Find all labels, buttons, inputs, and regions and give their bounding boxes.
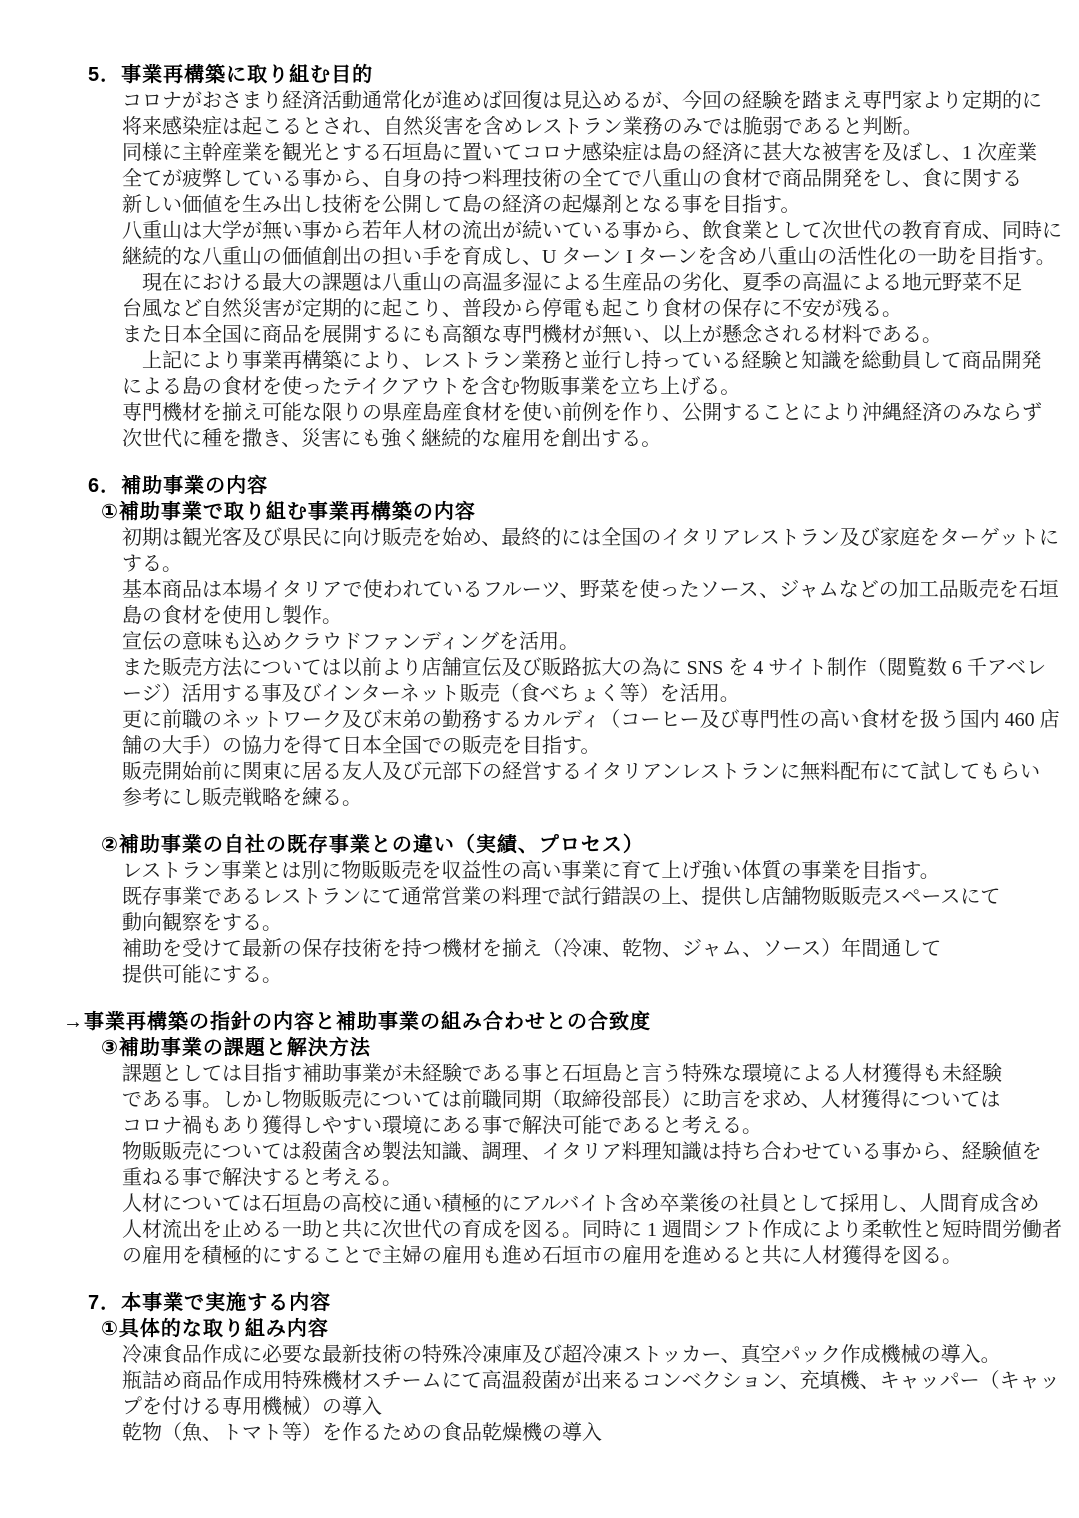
paragraph-line: する。	[122, 553, 182, 575]
paragraph-line: 舗の大手）の協力を得て日本全国での販売を目指す。	[122, 735, 601, 757]
paragraph-line: 瓶詰め商品作成用特殊機材スチームにて高温殺菌が出来るコンベクション、充填機、キャッパー（キャッ	[122, 1370, 1060, 1392]
paragraph-line: 台風など自然災害が定期的に起こり、普段から停電も起こり食材の保存に不安が残る。	[122, 298, 902, 320]
subsection-heading: ①補助事業で取り組む事業再構築の内容	[101, 501, 476, 523]
paragraph-line: 上記により事業再構築により、レストラン業務と並行し持っている経験と知識を総動員して商品開発	[122, 350, 1042, 372]
paragraph-line: プを付ける専用機械）の導入	[122, 1396, 382, 1418]
paragraph-line: 動向観察をする。	[122, 912, 282, 934]
paragraph-line: 宣伝の意味も込めクラウドファンディングを活用。	[122, 631, 579, 653]
paragraph-line: 八重山は大学が無い事から若年人材の流出が続いている事から、飲食業として次世代の教育育成、同時に	[122, 220, 1062, 242]
paragraph-line: 島の食材を使用し製作。	[122, 605, 342, 627]
paragraph-line: 重ねる事で解決すると考える。	[122, 1167, 402, 1189]
paragraph-line: 次世代に種を撒き、災害にも強く継続的な雇用を創出する。	[122, 428, 662, 450]
paragraph-line: 既存事業であるレストランにて通常営業の料理で試行錯誤の上、提供し店舗物販販売スペースにて	[122, 886, 1001, 908]
paragraph-line: 人材流出を止める一助と共に次世代の育成を図る。同時に 1 週間シフト作成により柔軟性と短時間労働者	[122, 1219, 1062, 1241]
paragraph-line: また販売方法については以前より店舗宣伝及び販路拡大の為に SNS を 4 サイト制作（閲覧数 6 千アベレ	[122, 657, 1047, 679]
paragraph-line: 同様に主幹産業を観光とする石垣島に置いてコロナ感染症は島の経済に甚大な被害を及ぼし、1 次産業	[122, 142, 1037, 164]
subsection-heading: ①具体的な取り組み内容	[101, 1318, 329, 1340]
paragraph-line: 販売開始前に関東に居る友人及び元部下の経営するイタリアンレストランに無料配布にて試してもらい	[122, 761, 1041, 783]
paragraph-line: 基本商品は本場イタリアで使われているフルーツ、野菜を使ったソース、ジャムなどの加工品販売を石垣	[122, 579, 1059, 601]
paragraph-line: また日本全国に商品を展開するにも高額な専門機材が無い、以上が懸念される材料である。	[122, 324, 942, 346]
paragraph-line: 課題としては目指す補助事業が未経験である事と石垣島と言う特殊な環境による人材獲得も未経験	[122, 1063, 1002, 1085]
paragraph-line: 初期は観光客及び県民に向け販売を始め、最終的には全国のイタリアレストラン及び家庭をターゲットに	[122, 527, 1059, 549]
paragraph-line: 現在における最大の課題は八重山の高温多湿による生産品の劣化、夏季の高温による地元野菜不足	[122, 272, 1022, 294]
paragraph-line: の雇用を積極的にすることで主婦の雇用も進め石垣市の雇用を進めると共に人材獲得を図る。	[122, 1245, 962, 1267]
paragraph-line: である事。しかし物販販売については前職同期（取締役部長）に助言を求め、人材獲得については	[122, 1089, 1001, 1111]
section-heading: 7．本事業で実施する内容	[88, 1292, 332, 1314]
subsection-heading: ③補助事業の課題と解決方法	[101, 1037, 371, 1059]
paragraph-line: 新しい価値を生み出し技術を公開して島の経済の起爆剤となる事を目指す。	[122, 194, 801, 216]
paragraph-line: 物販販売については殺菌含め製法知識、調理、イタリア料理知識は持ち合わせている事から、経験値を	[122, 1141, 1042, 1163]
paragraph-line: による島の食材を使ったテイクアウトを含む物販事業を立ち上げる。	[122, 376, 741, 398]
paragraph-line: 冷凍食品作成に必要な最新技術の特殊冷凍庫及び超冷凍ストッカー、真空パック作成機械の導入。	[122, 1344, 1001, 1366]
section-heading: 5．事業再構築に取り組む目的	[88, 64, 374, 86]
paragraph-line: 更に前職のネットワーク及び末弟の勤務するカルディ（コーヒー及び専門性の高い食材を扱う国内 460 店	[122, 709, 1060, 731]
paragraph-line: 提供可能にする。	[122, 964, 282, 986]
paragraph-line: コロナ禍もあり獲得しやすい環境にある事で解決可能であると考える。	[122, 1115, 762, 1137]
paragraph-line: ージ）活用する事及びインターネット販売（食べちょく等）を活用。	[122, 683, 740, 705]
paragraph-line: レストラン事業とは別に物販販売を収益性の高い事業に育て上げ強い体質の事業を目指す。	[122, 860, 940, 882]
guideline-alignment-note: →事業再構築の指針の内容と補助事業の組み合わせとの合致度	[63, 1011, 651, 1033]
paragraph-line: 専門機材を揃え可能な限りの県産島産食材を使い前例を作り、公開することにより沖縄経済のみならず	[122, 402, 1042, 424]
paragraph-line: 参考にし販売戦略を練る。	[122, 787, 362, 809]
paragraph-line: コロナがおさまり経済活動通常化が進めば回復は見込めるが、今回の経験を踏まえ専門家より定期的に	[122, 90, 1042, 112]
paragraph-line: 継続的な八重山の価値創出の担い手を育成し、U ターン I ターンを含め八重山の活性化の一助を目指す。	[122, 246, 1056, 268]
subsection-heading: ②補助事業の自社の既存事業との違い（実績、プロセス）	[101, 834, 644, 856]
paragraph-line: 乾物（魚、トマト等）を作るための食品乾燥機の導入	[122, 1422, 602, 1444]
section-heading: 6．補助事業の内容	[88, 475, 269, 497]
document-text-blocks	[0, 62, 1079, 1446]
paragraph-line: 人材については石垣島の高校に通い積極的にアルバイト含め卒業後の社員として採用し、人間育成含め	[122, 1193, 1040, 1215]
paragraph-line: 補助を受けて最新の保存技術を持つ機材を揃え（冷凍、乾物、ジャム、ソース）年間通して	[122, 938, 942, 960]
paragraph-line: 全てが疲弊している事から、自身の持つ料理技術の全てで八重山の食材で商品開発をし、食に関する	[122, 168, 1022, 190]
paragraph-line: 将来感染症は起こるとされ、自然災害を含めレストラン業務のみでは脆弱であると判断。	[122, 116, 923, 138]
